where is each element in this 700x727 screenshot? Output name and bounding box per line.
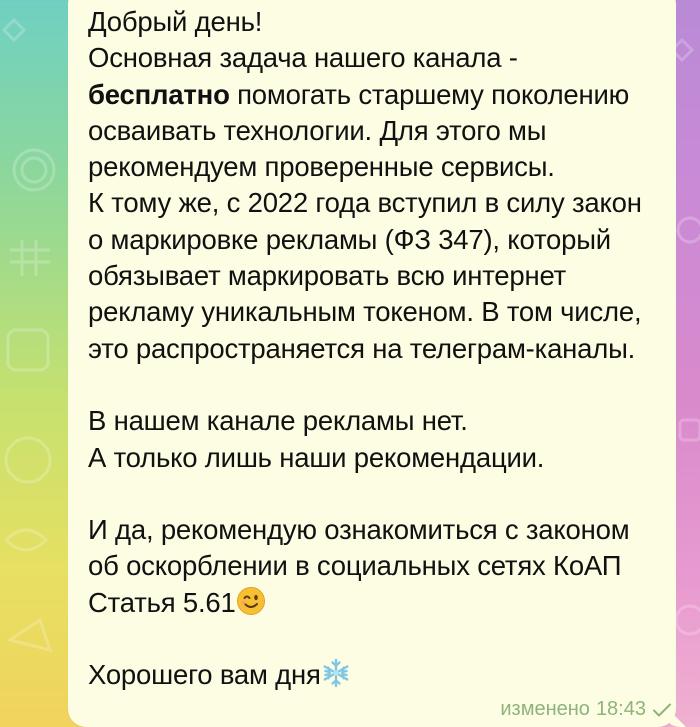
message-line: обязывает маркировать всю интернет: [88, 260, 567, 292]
doodle-diamond: [4, 20, 24, 40]
bold-text: бесплатно: [88, 78, 230, 110]
message-meta: [500, 698, 672, 721]
message-text-run: Статья 5.61: [88, 586, 236, 618]
message-line: [88, 77, 678, 113]
message-text-run: Хорошего вам дня: [88, 659, 321, 691]
message-line: Основная задача нашего канала -: [88, 42, 518, 74]
message-text-run: помогать старшему поколению: [229, 78, 630, 110]
message-line: Добрый день!: [88, 6, 263, 37]
winking-face-icon: [236, 586, 266, 625]
doodle-square: [8, 330, 48, 370]
message-line: о маркировке рекламы (ФЗ 347), который: [88, 223, 611, 255]
doodle-hash: [10, 240, 50, 276]
message-line: В нашем канале рекламы нет.: [88, 405, 468, 437]
message-text: [88, 4, 678, 694]
message-line: рекламу уникальным токеном. В том числе,: [88, 296, 642, 328]
paragraph-gap: [88, 367, 678, 403]
paragraph-gap: [88, 476, 678, 512]
paragraph-gap: [88, 621, 678, 657]
snowflake-icon: [321, 658, 351, 697]
message-line: К тому же, с 2022 года вступил в силу закон: [88, 187, 642, 219]
message-line: об оскорблении в социальных сетях КоАП: [88, 550, 622, 582]
doodle-circle: [14, 150, 54, 190]
doodle-ball: [6, 438, 50, 482]
message-line: это распространяется на телеграм-каналы.: [88, 332, 636, 364]
check-icon: [652, 702, 672, 718]
doodle-leaf: [6, 530, 46, 550]
message-line: [88, 585, 678, 621]
message-line: И да, рекомендую ознакомиться с законом: [88, 514, 630, 546]
message-time: 18:43: [595, 698, 646, 720]
doodle-triangle: [10, 620, 50, 650]
message-line: А только лишь наши рекомендации.: [88, 441, 545, 473]
edited-label: изменено: [500, 698, 590, 720]
message-line: осваивать технологии. Для этого мы: [88, 114, 547, 146]
message-line: рекомендуем проверенные сервисы.: [88, 151, 555, 183]
message-line: [88, 657, 678, 693]
